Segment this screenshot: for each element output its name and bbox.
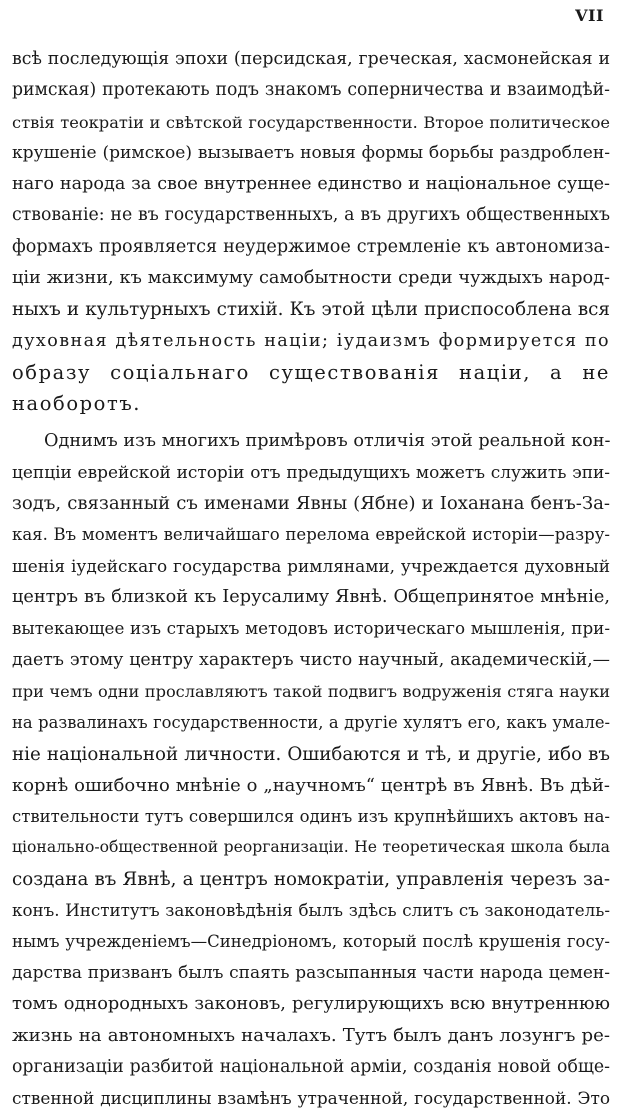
text-line: конъ. Институтъ законовѣдѣнія былъ здѣсь слитъ съ законодатель- [12, 900, 610, 921]
text-line: наго народа за свое внутреннее единство и національное суще- [12, 174, 610, 195]
text-line: ствія теократіи и свѣтской государственности. Второе политическое [12, 112, 610, 132]
text-line: Однимъ изъ многихъ примѣровъ отличія этой реальной кон- [44, 430, 611, 451]
text-line: дарства призванъ былъ спаять разсыпанныя части народа цемен- [12, 962, 610, 983]
text-line: организаціи разбитой національной арміи, созданія новой обще- [12, 1056, 610, 1077]
text-line: образу соціальнаго существованія націи, а не [12, 360, 610, 384]
text-line: зодъ, связанный съ именами Явны (Ябне) и Іоханана бенъ-За- [12, 493, 610, 515]
text-line: нымъ учрежденіемъ—Синедріономъ, который послѣ крушенія госу- [12, 932, 610, 952]
text-line: ствительности тутъ совершился одинъ изъ крупнѣйшихъ актовъ на- [12, 807, 610, 827]
text-line: центръ въ близкой къ Іерусалиму Явнѣ. Общепринятое мнѣніе, [12, 587, 610, 608]
text-line: наоборотъ. [12, 392, 142, 416]
text-line: вытекающее изъ старыхъ методовъ историческаго мышленія, при- [12, 618, 610, 639]
text-line: жизнь на автономныхъ началахъ. Тутъ былъ данъ лозунгъ ре- [12, 1025, 610, 1047]
text-line: ціи жизни, къ максимуму самобытности среди чуждыхъ народ- [12, 268, 610, 289]
text-line: духовная дѣятельность націи; іудаизмъ формируется по [12, 330, 610, 351]
paragraph-1 [12, 44, 610, 420]
text-line: ствованіе: не въ государственныхъ, а въ другихъ общественныхъ [12, 205, 610, 226]
text-line: ціонально-общественной реорганизаціи. Не теоретическая школа была [12, 838, 610, 857]
text-line: цепціи еврейской исторіи отъ предыдущихъ можетъ служить эпи- [12, 461, 610, 482]
text-line: при чемъ одни прославляютъ такой подвигъ водруженія стяга науки [12, 681, 610, 701]
text-line: формахъ проявляется неудержимое стремленіе къ автономиза- [12, 236, 610, 257]
text-line: на развалинахъ государственности, а другіе хулятъ его, какъ умале- [12, 713, 610, 733]
text-line: даетъ этому центру характеръ чисто научный, академическій,— [12, 649, 610, 670]
text-line: шенія іудейскаго государства римлянами, учреждается духовный [12, 555, 610, 576]
body-text [12, 44, 610, 1114]
paragraph-2 [12, 426, 610, 1114]
text-line: крушеніе (римское) вызываетъ новыя формы борьбы раздроблен- [12, 142, 610, 163]
text-line: кая. Въ моментъ величайшаго перелома еврейской исторіи—разру- [12, 525, 610, 545]
text-line: римская) протекають подъ знакомъ соперничества и взаимодѣй- [12, 80, 610, 101]
text-line: всѣ последующія эпохи (персидская, греческая, хасмонейская и [12, 49, 610, 69]
text-line: корнѣ ошибочно мнѣніе о „научномъ“ центрѣ въ Явнѣ. Въ дѣй- [12, 774, 610, 796]
page-number: VII [575, 6, 604, 25]
text-line: ственной дисциплины взамѣнъ утраченной, государственной. Это [12, 1087, 610, 1108]
text-line: томъ однородныхъ законовъ, регулирующихъ всю внутреннюю [12, 993, 610, 1014]
text-line: ніе національной личности. Ошибаются и тѣ, и другіе, ибо въ [12, 743, 610, 765]
text-line: ныхъ и культурныхъ стихій. Къ этой цѣли приспособлена вся [12, 299, 610, 321]
text-line: создана въ Явнѣ, а центръ номократіи, управленія черезъ за- [12, 868, 610, 890]
